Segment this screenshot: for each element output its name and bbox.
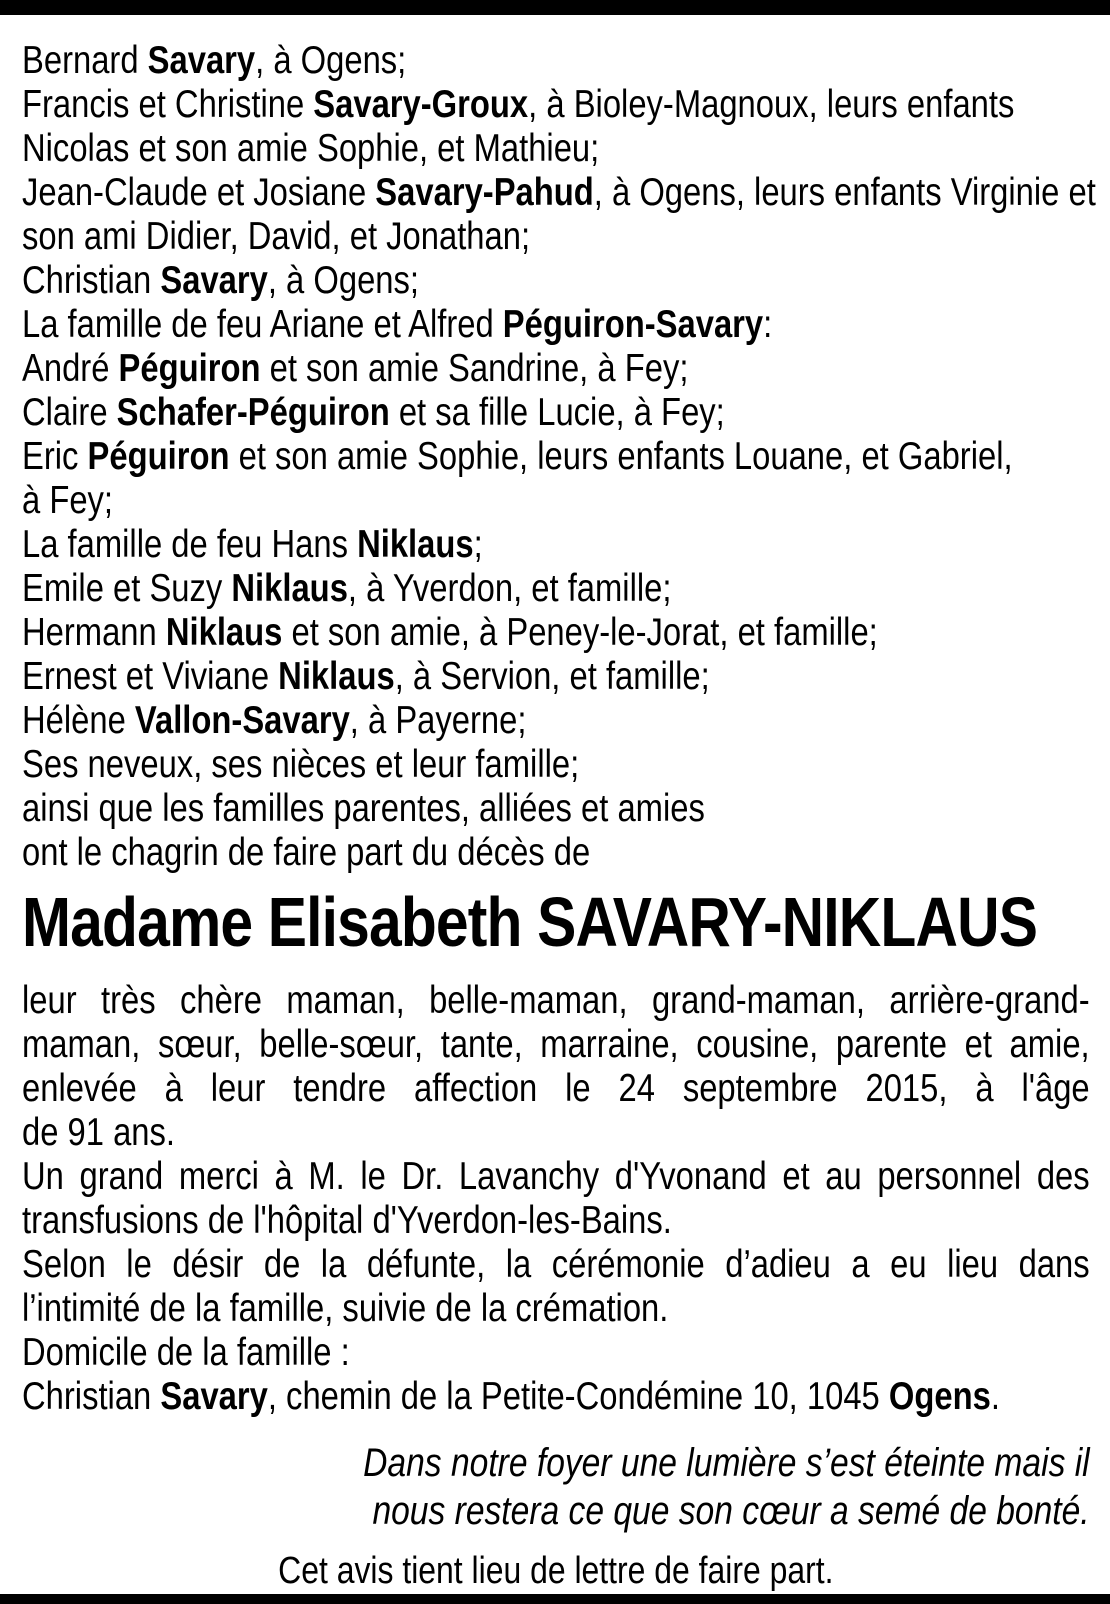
family-line: Emile et Suzy Niklaus, à Yverdon, et famille; bbox=[22, 567, 672, 610]
notice-content bbox=[22, 39, 1096, 1593]
family-line: Ses neveux, ses nièces et leur famille; bbox=[22, 743, 580, 786]
family-line: Francis et Christine Savary-Groux, à Bioley-Magnoux, leurs enfants bbox=[22, 83, 1015, 126]
obituary-paragraphs bbox=[22, 979, 1090, 1419]
family-line: à Fey; bbox=[22, 479, 114, 522]
verse-line: Dans notre foyer une lumière s’est éteinte mais il bbox=[363, 1441, 1090, 1485]
memorial-verse bbox=[22, 1439, 1090, 1535]
paragraph-line: enlevée à leur tendre affection le 24 septembre 2015, à l'âge bbox=[22, 1067, 1090, 1110]
paragraph-line: de 91 ans. bbox=[22, 1111, 176, 1154]
family-line: ont le chagrin de faire part du décès de bbox=[22, 831, 591, 874]
family-line: Hermann Niklaus et son amie, à Peney-le-Jorat, et famille; bbox=[22, 611, 878, 654]
family-list bbox=[22, 39, 1096, 875]
paragraph-line: leur très chère maman, belle-maman, grand-maman, arrière-grand- bbox=[22, 979, 1090, 1022]
family-line: Ernest et Viviane Niklaus, à Servion, et famille; bbox=[22, 655, 710, 698]
top-border-bar bbox=[0, 0, 1110, 15]
family-line: Hélène Vallon-Savary, à Payerne; bbox=[22, 699, 527, 742]
closing-line: Cet avis tient lieu de lettre de faire part. bbox=[278, 1550, 834, 1592]
paragraph-line: Un grand merci à M. le Dr. Lavanchy d'Yvonand et au personnel des bbox=[22, 1155, 1090, 1198]
family-line: Claire Schafer-Péguiron et sa fille Lucie, à Fey; bbox=[22, 391, 725, 434]
family-line: Nicolas et son amie Sophie, et Mathieu; bbox=[22, 127, 600, 170]
verse-line: nous restera ce que son cœur a semé de bonté. bbox=[372, 1489, 1090, 1533]
family-line: Christian Savary, à Ogens; bbox=[22, 259, 420, 302]
family-line: André Péguiron et son amie Sandrine, à Fey; bbox=[22, 347, 689, 390]
family-line: Bernard Savary, à Ogens; bbox=[22, 39, 407, 82]
paragraph-line: Selon le désir de la défunte, la cérémonie d’adieu a eu lieu dans bbox=[22, 1243, 1090, 1286]
paragraph-line: maman, sœur, belle-sœur, tante, marraine, cousine, parente et amie, bbox=[22, 1023, 1090, 1066]
family-line: La famille de feu Ariane et Alfred Péguiron-Savary: bbox=[22, 303, 773, 346]
family-line: Eric Péguiron et son amie Sophie, leurs enfants Louane, et Gabriel, bbox=[22, 435, 1013, 478]
bottom-border-bar bbox=[0, 1594, 1110, 1604]
paragraph-line: Domicile de la famille : bbox=[22, 1331, 350, 1374]
family-line: Jean-Claude et Josiane Savary-Pahud, à Ogens, leurs enfants Virginie et bbox=[22, 171, 1096, 214]
paragraph-line: l’intimité de la famille, suivie de la crémation. bbox=[22, 1287, 669, 1330]
family-line: ainsi que les familles parentes, alliées et amies bbox=[22, 787, 705, 830]
family-line: La famille de feu Hans Niklaus; bbox=[22, 523, 483, 566]
family-line: son ami Didier, David, et Jonathan; bbox=[22, 215, 531, 258]
deceased-name-title: Madame Elisabeth SAVARY-NIKLAUS bbox=[22, 883, 1038, 961]
paragraph-line: transfusions de l'hôpital d'Yverdon-les-Bains. bbox=[22, 1199, 672, 1242]
paragraph-line: Christian Savary, chemin de la Petite-Condémine 10, 1045 Ogens. bbox=[22, 1375, 1000, 1418]
